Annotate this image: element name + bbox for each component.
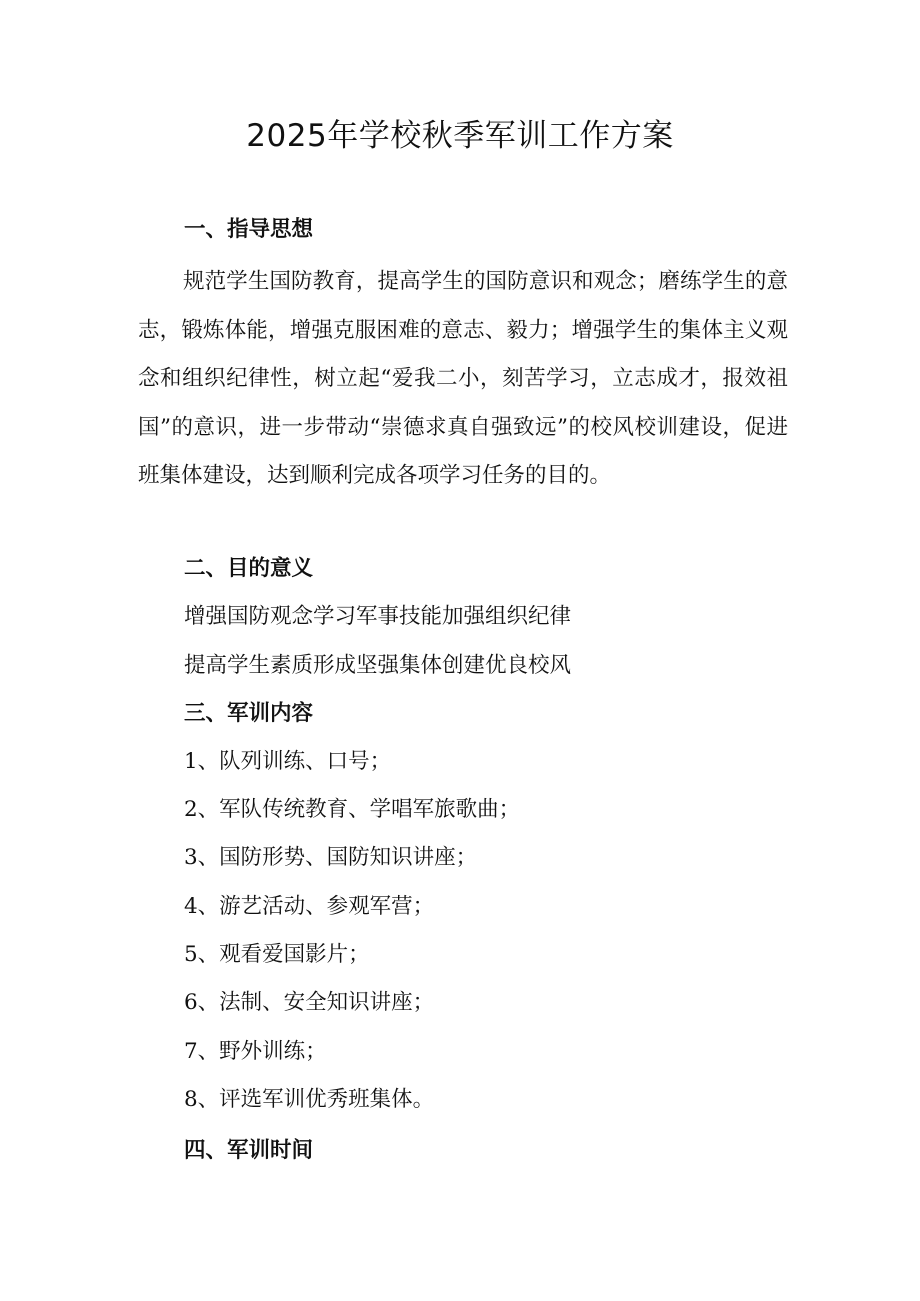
training-item-6: 6、法制、安全知识讲座；: [184, 990, 435, 1015]
document-title: 2025年学校秋季军训工作方案: [246, 118, 674, 154]
training-item-1: 1、队列训练、口号；: [184, 749, 392, 774]
training-item-2: 2、军队传统教育、学唱军旅歌曲；: [184, 797, 521, 822]
training-item-5: 5、观看爱国影片；: [184, 942, 370, 967]
section-heading-training-time: 四、军训时间: [184, 1138, 314, 1163]
purpose-line-1: 增强国防观念学习军事技能加强组织纪律: [184, 604, 572, 629]
purpose-line-2: 提高学生素质形成坚强集体创建优良校风: [184, 653, 572, 678]
section-heading-training-content: 三、军训内容: [184, 701, 314, 726]
section-heading-purpose: 二、目的意义: [184, 556, 314, 581]
section-paragraph-guiding-ideology: 规范学生国防教育，提高学生的国防意识和观念；磨练学生的意志，锻炼体能，增强克服困难的意志、毅力；增强学生的集体主义观念和组织纪律性，树立起“爱我二小，刻苦学习，立志成才，报效祖国”的意识，进一步带动“崇德求真自强致远”的校风校训建设，促进班集体建设，达到顺利完成各项学习任务的目的。: [138, 269, 788, 488]
training-item-4: 4、游艺活动、参观军营；: [184, 894, 435, 919]
training-item-3: 3、国防形势、国防知识讲座；: [184, 845, 478, 870]
training-item-8: 8、评选军训优秀班集体。: [184, 1087, 435, 1112]
section-heading-guiding-ideology: 一、指导思想: [184, 217, 314, 242]
training-item-7: 7、野外训练；: [184, 1039, 327, 1064]
